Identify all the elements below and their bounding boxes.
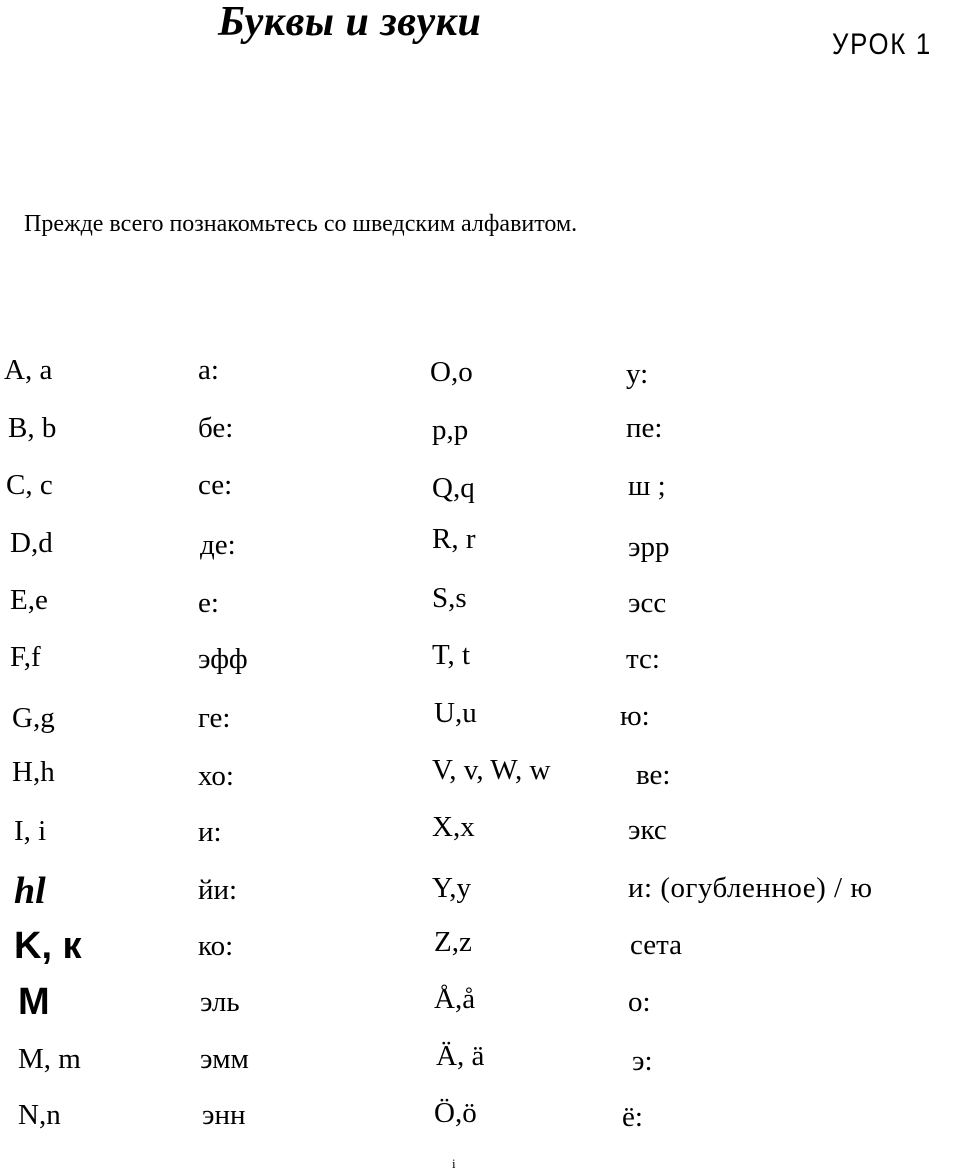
alphabet-name: хо:: [198, 760, 234, 792]
alphabet-name: сета: [630, 929, 682, 961]
alphabet-letter: N,n: [18, 1099, 61, 1131]
alphabet-letter: B, b: [8, 412, 57, 444]
page-number: i: [452, 1156, 456, 1171]
alphabet-name: бе:: [198, 412, 234, 444]
alphabet-letter: T, t: [432, 639, 471, 671]
alphabet-letter: O,o: [430, 356, 473, 388]
alphabet-name: ве:: [636, 759, 671, 791]
alphabet-name: о:: [628, 986, 651, 1018]
alphabet-name: у:: [626, 358, 649, 390]
alphabet-letter: p,p: [432, 414, 469, 446]
alphabet-letter: X,x: [432, 811, 475, 843]
alphabet-name: ге:: [198, 702, 231, 734]
alphabet-letter: Ä, ä: [436, 1040, 485, 1072]
alphabet-letter: H,h: [12, 756, 55, 788]
alphabet-name: йи:: [198, 874, 238, 906]
alphabet-letter: Z,z: [434, 926, 472, 958]
alphabet-name: тс:: [626, 643, 660, 675]
intro-text: Прежде всего познакомьтесь со шведским алфавитом.: [24, 211, 578, 237]
alphabet-letter: Ö,ö: [434, 1097, 477, 1129]
alphabet-letter: S,s: [432, 582, 467, 614]
alphabet-letter: D,d: [10, 527, 53, 559]
alphabet-letter: E,e: [10, 584, 48, 616]
alphabet-letter: I, i: [14, 815, 47, 847]
alphabet-name: ш ;: [628, 470, 666, 502]
alphabet-name: a:: [198, 354, 219, 386]
alphabet-letter: V, v, W, w: [432, 754, 551, 786]
alphabet-name: де:: [200, 529, 236, 561]
lesson-label: УРОК 1: [832, 28, 932, 61]
alphabet-letter: R, r: [432, 523, 476, 555]
alphabet-name: эсс: [628, 587, 667, 619]
page-title: Буквы и звуки: [218, 0, 482, 45]
alphabet-name: и: (огубленное) / ю: [628, 872, 873, 904]
alphabet-name: ё:: [622, 1101, 643, 1133]
alphabet-name: и:: [198, 816, 222, 848]
alphabet-name: е:: [198, 587, 219, 619]
alphabet-letter: A, a: [4, 354, 53, 386]
alphabet-letter: M, m: [18, 1043, 81, 1075]
alphabet-name: энн: [202, 1099, 246, 1131]
alphabet-name: эфф: [198, 643, 248, 675]
alphabet-letter: K, к: [14, 925, 82, 967]
alphabet-letter: C, c: [6, 469, 53, 501]
alphabet-name: экс: [628, 814, 667, 846]
alphabet-name: э:: [632, 1045, 653, 1077]
alphabet-name: эрр: [628, 531, 670, 563]
alphabet-letter: Q,q: [432, 472, 475, 504]
alphabet-letter: Å,å: [434, 983, 476, 1015]
alphabet-letter: hl: [14, 870, 46, 912]
alphabet-name: ю:: [620, 700, 650, 732]
alphabet-name: эль: [200, 986, 240, 1018]
alphabet-name: пе:: [626, 412, 663, 444]
alphabet-name: ко:: [198, 930, 234, 962]
alphabet-name: эмм: [200, 1043, 249, 1075]
alphabet-name: се:: [198, 469, 233, 501]
alphabet-letter: Y,y: [432, 872, 471, 904]
alphabet-letter: G,g: [12, 702, 55, 734]
alphabet-letter: U,u: [434, 697, 477, 729]
alphabet-letter: F,f: [10, 641, 41, 673]
alphabet-letter: M: [18, 981, 50, 1023]
